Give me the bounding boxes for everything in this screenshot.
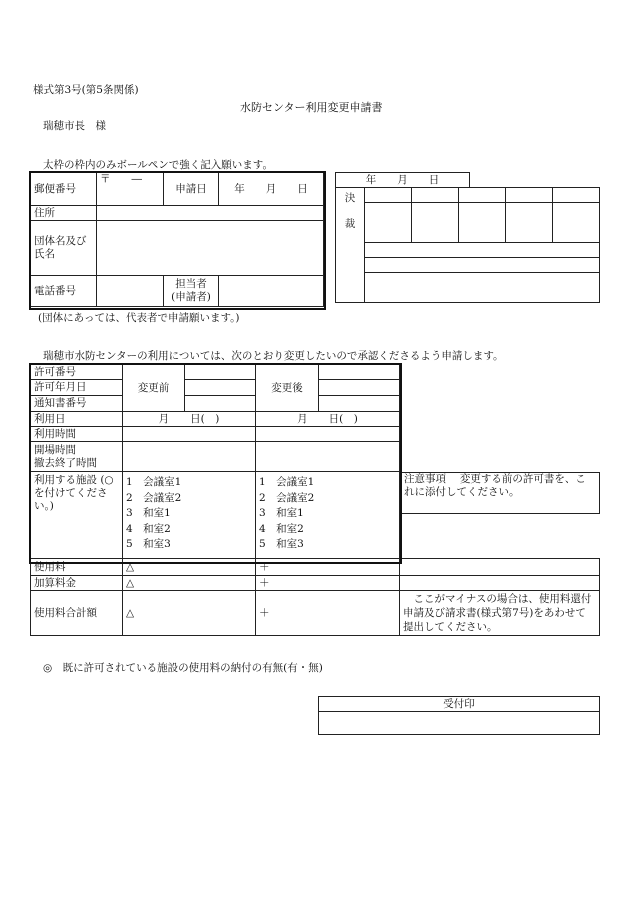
permit-number-after[interactable] <box>319 365 400 380</box>
approval-cell[interactable] <box>553 203 600 243</box>
facilities-before[interactable]: 1 会議室1 2 会議室2 3 和室1 4 和室2 5 和室3 <box>123 472 256 559</box>
permit-number-before[interactable] <box>185 365 256 380</box>
phone-label: 電話番号 <box>31 276 97 307</box>
use-time-after[interactable] <box>256 427 400 442</box>
use-time-label: 利用時間 <box>31 427 123 442</box>
approval-table <box>335 187 600 303</box>
document-title: 水防センター利用変更申請書 <box>240 101 383 114</box>
person-in-charge-field[interactable] <box>219 276 324 307</box>
fee-after[interactable]: ＋ <box>256 559 400 576</box>
minus-refund-note: ここがマイナスの場合は、使用料還付申請及び請求書(様式第7号)をあわせて提出してください。 <box>400 591 600 636</box>
permit-number-label: 許可番号 <box>31 365 123 380</box>
postal-mark[interactable]: 〒 ― <box>97 173 164 206</box>
org-name-label: 団体名及び氏名 <box>31 221 97 276</box>
notice-number-before[interactable] <box>185 396 256 412</box>
approval-cell[interactable] <box>506 203 553 243</box>
use-date-before[interactable]: 月 日( ) <box>123 412 256 427</box>
request-statement: 瑞穂市水防センターの利用については、次のとおり変更したいので承認くださるよう申請します。 <box>43 350 504 362</box>
approval-row[interactable] <box>365 258 600 273</box>
approval-cell[interactable] <box>459 188 506 203</box>
extra-fee-before[interactable]: △ <box>123 576 256 591</box>
approval-cell[interactable] <box>412 203 459 243</box>
use-date-label: 利用日 <box>31 412 123 427</box>
address-label: 住所 <box>31 206 97 221</box>
change-request-table <box>30 364 600 636</box>
notice-number-after[interactable] <box>319 396 400 412</box>
approval-row[interactable] <box>365 243 600 258</box>
phone-field[interactable] <box>97 276 164 307</box>
instruction-text: 太枠の枠内のみボールペンで強く記入願います。 <box>43 159 273 171</box>
payment-question: ◎ 既に許可されている施設の使用料の納付の有無(有・無) <box>43 662 323 674</box>
apply-date-label: 申請日 <box>164 173 219 206</box>
approval-cell[interactable] <box>553 188 600 203</box>
fee-label: 使用料 <box>31 559 123 576</box>
addressee: 瑞穂市長 様 <box>43 120 106 132</box>
fee-before[interactable]: △ <box>123 559 256 576</box>
approval-cell[interactable] <box>506 188 553 203</box>
use-time-before[interactable] <box>123 427 256 442</box>
total-fee-before[interactable]: △ <box>123 591 256 636</box>
open-close-time-before[interactable] <box>123 442 256 472</box>
address-field[interactable] <box>97 206 324 221</box>
fee-note-cell <box>400 559 600 576</box>
total-fee-after[interactable]: ＋ <box>256 591 400 636</box>
postal-label: 郵便番号 <box>31 173 97 206</box>
extra-fee-note-cell <box>400 576 600 591</box>
representative-note: (団体にあっては、代表者で申請願います。) <box>38 312 240 324</box>
extra-fee-label: 加算料金 <box>31 576 123 591</box>
before-label: 変更前 <box>123 365 185 412</box>
facility-label: 利用する施設 (○を付けてください。) <box>31 472 123 559</box>
approval-date-header: 年 月 日 <box>335 172 470 188</box>
form-number: 様式第3号(第5条関係) <box>33 84 139 96</box>
approval-row[interactable] <box>365 273 600 303</box>
use-date-after[interactable]: 月 日( ) <box>256 412 400 427</box>
approval-cell[interactable] <box>412 188 459 203</box>
apply-date-field[interactable]: 年 月 日 <box>219 173 324 206</box>
open-close-time-after[interactable] <box>256 442 400 472</box>
reception-stamp-label: 受付印 <box>318 696 600 712</box>
approval-cell[interactable] <box>459 203 506 243</box>
decision-label: 決 裁 <box>336 188 365 303</box>
org-name-field[interactable] <box>97 221 324 276</box>
permit-date-label: 許可年月日 <box>31 380 123 396</box>
permit-date-before[interactable] <box>185 380 256 396</box>
extra-fee-after[interactable]: ＋ <box>256 576 400 591</box>
notice-number-label: 通知書番号 <box>31 396 123 412</box>
approval-cell[interactable] <box>365 203 412 243</box>
after-label: 変更後 <box>256 365 319 412</box>
reception-stamp-field[interactable] <box>318 711 600 735</box>
total-fee-label: 使用料合計額 <box>31 591 123 636</box>
person-in-charge-label: 担当者 (申請者) <box>164 276 219 307</box>
applicant-table <box>30 172 324 307</box>
permit-date-after[interactable] <box>319 380 400 396</box>
attention-note: 注意事項 変更する前の許可書を、これに添付してください。 <box>400 472 600 514</box>
facilities-after[interactable]: 1 会議室1 2 会議室2 3 和室1 4 和室2 5 和室3 <box>256 472 400 559</box>
approval-cell[interactable] <box>365 188 412 203</box>
open-close-time-label: 開場時間 撤去終了時間 <box>31 442 123 472</box>
